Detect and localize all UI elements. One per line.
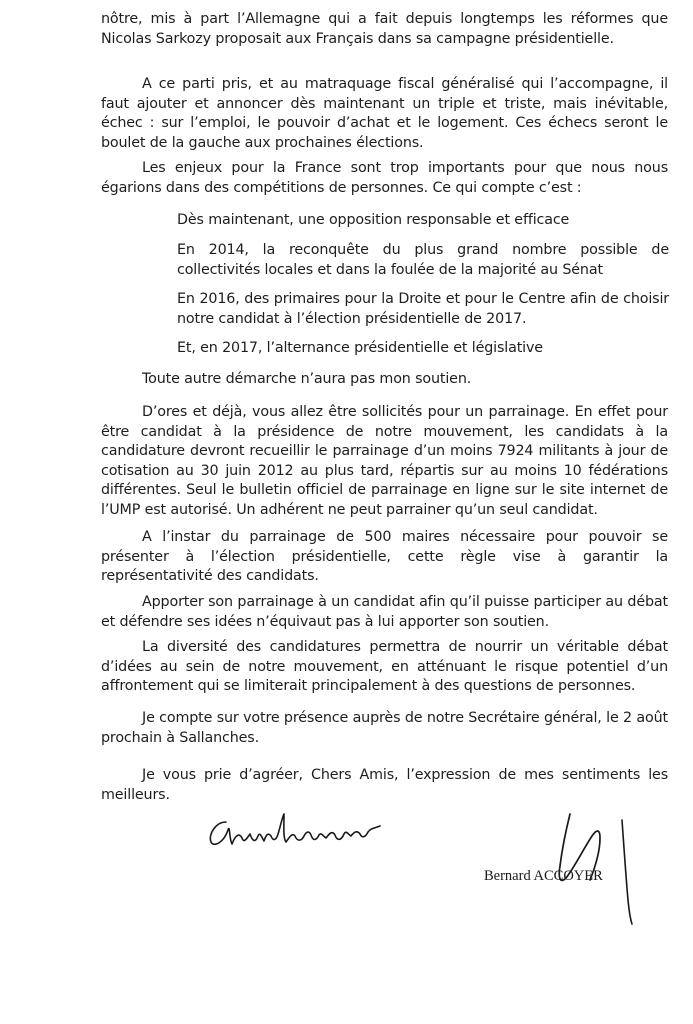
paragraph-tax-failure: A ce parti pris, et au matraquage fiscal généralisé qui l’accompagne, il faut ajouter et annoncer dès maintenant un triple et triste, mais inévitable, échec : sur l’emploi, le pouvoir d’achat et le logement. Ces échecs seront le boulet de la gauche aux prochaines élections.: [101, 76, 668, 151]
paragraph-sallanches: Je compte sur votre présence auprès de notre Secrétaire général, le 2 août prochain à Sallanches.: [101, 710, 668, 746]
paragraph-no-support: Toute autre démarche n’aura pas mon soutien.: [142, 371, 472, 387]
list-item: Et, en 2017, l’alternance présidentielle et législative: [177, 340, 543, 356]
paragraph-mayors-rule: A l’instar du parrainage de 500 maires nécessaire pour pouvoir se présenter à l’élection présidentielle, cette règle vise à garantir la représentativité des candidats.: [101, 529, 668, 584]
signatory-name: Bernard ACCOYER: [484, 868, 603, 884]
paragraph-stakes: Les enjeux pour la France sont trop importants pour que nous nous égarions dans des compétitions de personnes. Ce qui compte c’est :: [101, 160, 668, 196]
handwritten-salutation: [202, 808, 392, 858]
paragraph-continuation: nôtre, mis à part l’Allemagne qui a fait depuis longtemps les réformes que Nicolas Sarkozy proposait aux Français dans sa campagne présidentielle.: [101, 11, 668, 47]
list-item: Dès maintenant, une opposition responsable et efficace: [177, 212, 570, 228]
paragraph-sponsorship-not-support: Apporter son parrainage à un candidat afin qu’il puisse participer au débat et défendre ses idées n’équivaut pas à lui apporter son soutien.: [101, 594, 668, 630]
paragraph-diversity: La diversité des candidatures permettra de nourrir un véritable débat d’idées au sein de notre mouvement, en atténuant le risque potentiel d’un affrontement qui se limiterait principalement à des questions de personnes.: [101, 639, 668, 694]
paragraph-sponsorship: D’ores et déjà, vous allez être sollicités pour un parrainage. En effet pour être candidat à la présidence de notre mouvement, les candidats à la candidature devront recueillir le parrainage d’un moins 7924 militants à jour de cotisation au 30 juin 2012 au plus tard, répartis sur au moins 10 fédérations différentes. Seul le bulletin officiel de parrainage en ligne sur le site internet de l’UMP est autorisé. Un adhérent ne peut parrainer qu’un seul candidat.: [101, 404, 668, 518]
paragraph-closing: Je vous prie d’agréer, Chers Amis, l’expression de mes sentiments les meilleurs.: [101, 767, 668, 803]
list-item: En 2014, la reconquête du plus grand nombre possible de collectivités locales et dans la foulée de la majorité au Sénat: [177, 242, 669, 278]
list-item: En 2016, des primaires pour la Droite et pour le Centre afin de choisir notre candidat à l’élection présidentielle de 2017.: [177, 291, 669, 327]
